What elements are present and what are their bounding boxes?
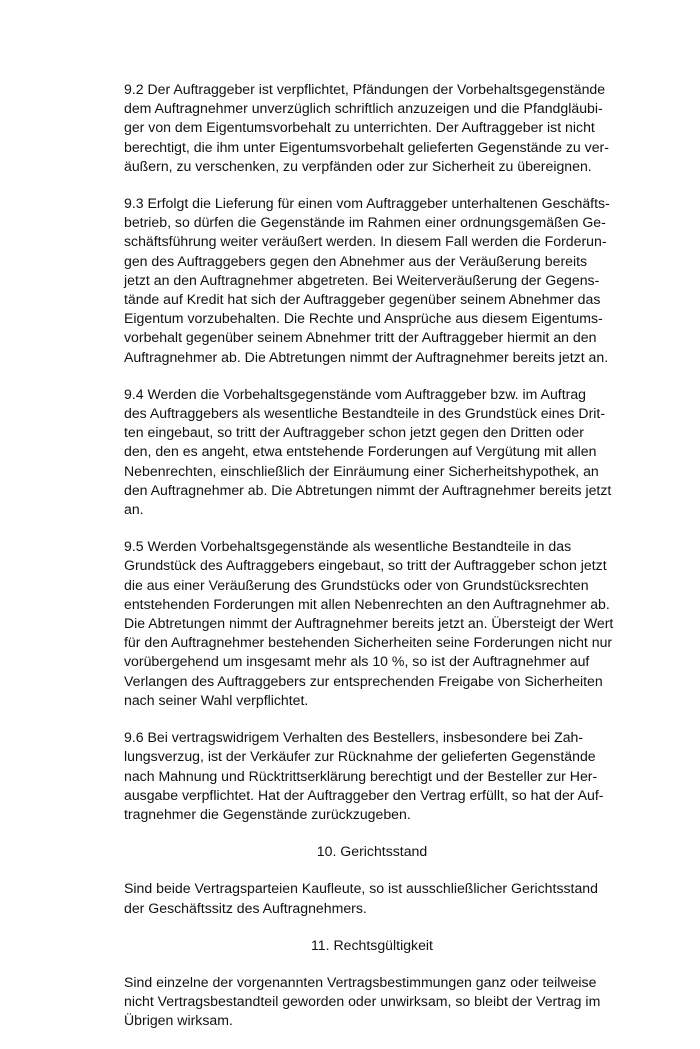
text-line: lungsverzug, ist der Verkäufer zur Rücknahme der gelieferten Gegenstände (124, 748, 596, 765)
paragraph-9-5 (124, 537, 620, 710)
text-line: Verlangen des Auftraggebers zur entsprechenden Freigabe von Sicherheiten (124, 672, 603, 689)
text-line: jetzt an den Auftragnehmer abgetreten. Bei Weiterveräußerung der Gegens- (124, 271, 600, 288)
text-line: ten eingebaut, so tritt der Auftraggeber schon jetzt gegen den Dritten oder (124, 424, 584, 441)
text-line: an. (124, 501, 144, 518)
section-heading-rechtsgueltigkeit: 11. Rechtsgültigkeit (311, 936, 433, 953)
text-line: ger von dem Eigentumsvorbehalt zu unterrichten. Der Auftraggeber ist nicht (124, 119, 595, 136)
text-line: entstehenden Forderungen mit allen Nebenrechten an den Auftragnehmer ab. (124, 595, 610, 612)
text-line: Sind einzelne der vorgenannten Vertragsbestimmungen ganz oder teilweise (124, 973, 597, 990)
text-line: Sind beide Vertragsparteien Kaufleute, so ist ausschließlicher Gerichtsstand (124, 880, 598, 897)
paragraph-9-6 (124, 728, 620, 824)
text-line: 9.2 Der Auftraggeber ist verpflichtet, Pfändungen der Vorbehaltsgegenstände (124, 81, 606, 97)
text-line: den Auftragnehmer ab. Die Abtretungen nimmt der Auftragnehmer bereits jetzt (124, 481, 612, 498)
text-line: dem Auftragnehmer unverzüglich schriftlich anzuzeigen und die Pfandgläubi- (124, 100, 603, 117)
text-line: Nebenrechten, einschließlich der Einräumung einer Sicherheitshypothek, an (124, 462, 599, 479)
section-heading-gerichtsstand: 10. Gerichtsstand (316, 843, 428, 860)
text-line: vorübergehend um insgesamt mehr als 10 %, so ist der Auftragnehmer auf (124, 653, 590, 670)
text-line: Auftragnehmer ab. Die Abtretungen nimmt der Auftragnehmer bereits jetzt an. (124, 348, 609, 365)
text-line: tragnehmer die Gegenstände zurückzugeben. (124, 805, 411, 822)
text-line: äußern, zu verschenken, zu verpfänden oder zur Sicherheit zu übereignen. (124, 157, 592, 174)
text-line: tände auf Kredit hat sich der Auftraggeber gegenüber seinem Abnehmer das (124, 291, 601, 308)
text-line: berechtigt, die ihm unter Eigentumsvorbehalt gelieferten Gegenstände zu ver- (124, 138, 609, 155)
paragraph-rechtsgueltigkeit (124, 973, 620, 1031)
text-line: des Auftraggebers als wesentliche Bestandteile in des Grundstück eines Drit- (124, 405, 606, 422)
paragraph-gerichtsstand (124, 879, 620, 917)
text-line: nach seiner Wahl verpflichtet. (124, 691, 309, 708)
text-line: die aus einer Veräußerung des Grundstücks oder von Grundstücksrechten (124, 576, 589, 593)
text-line: nach Mahnung und Rücktrittserklärung berechtigt und der Besteller zur Her- (124, 767, 598, 784)
paragraph-9-4 (124, 385, 620, 519)
paragraph-9-3 (124, 194, 620, 367)
text-line: den, den es angeht, etwa entstehende Forderungen auf Vergütung mit allen (124, 443, 597, 460)
text-line: Grundstück des Auftraggebers eingebaut, so tritt der Auftraggeber schon jetzt (124, 557, 607, 574)
document-page (124, 80, 620, 1049)
text-line: Die Abtretungen nimmt der Auftragnehmer bereits jetzt an. Übersteigt der Wert (124, 615, 614, 632)
text-line: der Geschäftssitz des Auftragnehmers. (124, 899, 367, 916)
text-line: 9.6 Bei vertragswidrigem Verhalten des Bestellers, insbesondere bei Zah- (124, 729, 584, 746)
text-line: gen des Auftraggebers gegen den Abnehmer aus der Veräußerung bereits (124, 252, 588, 269)
text-line: ausgabe verpflichtet. Hat der Auftraggeber den Vertrag erfüllt, so hat der Auf- (124, 786, 604, 803)
text-line: Übrigen wirksam. (124, 1012, 233, 1029)
text-line: nicht Vertragsbestandteil geworden oder unwirksam, so bleibt der Vertrag im (124, 993, 601, 1010)
text-line: für den Auftragnehmer bestehenden Sicherheiten seine Forderungen nicht nur (124, 634, 613, 651)
text-line: betrieb, so dürfen die Gegenstände im Rahmen einer ordnungsgemäßen Ge- (124, 214, 606, 231)
text-line: Eigentum vorzubehalten. Die Rechte und Ansprüche aus diesem Eigentums- (124, 310, 603, 327)
text-line: 9.5 Werden Vorbehaltsgegenstände als wesentliche Bestandteile in das (124, 538, 572, 555)
text-line: 9.4 Werden die Vorbehaltsgegenstände vom Auftraggeber bzw. im Auftrag (124, 385, 586, 402)
text-line: vorbehalt gegenüber seinem Abnehmer tritt der Auftraggeber hiermit an den (124, 329, 597, 346)
text-line: 9.3 Erfolgt die Lieferung für einen vom Auftraggeber unterhaltenen Geschäfts- (124, 195, 610, 212)
paragraph-9-2 (124, 80, 620, 176)
text-line: schäftsführung weiter veräußert werden. In diesem Fall werden die Forderun- (124, 233, 607, 250)
